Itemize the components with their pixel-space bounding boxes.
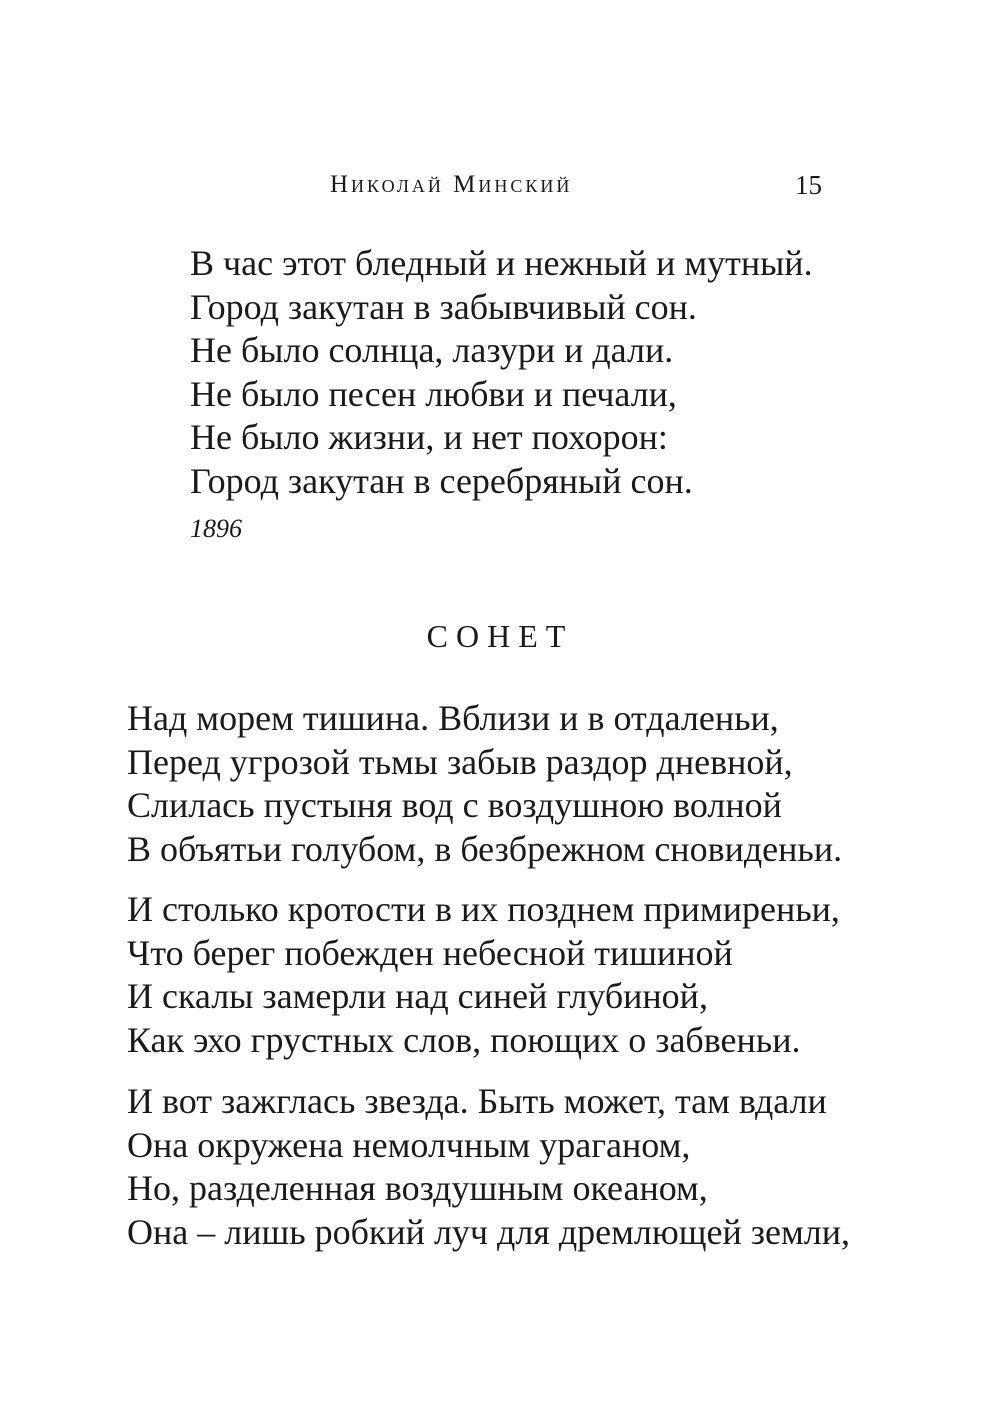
running-head-author: Николай Минский: [330, 171, 573, 198]
verse-line: Не было песен любви и печали,: [190, 373, 677, 414]
verse-line: Над морем тишина. Вблизи и в отдаленьи,: [127, 698, 779, 738]
verse-line: И скалы замерли над синей глубиной,: [127, 976, 708, 1016]
verse-line: Не было жизни, и нет похорон:: [190, 417, 668, 457]
verse-line: Не было солнца, лазури и дали.: [190, 330, 674, 370]
sonnet-stanza: [127, 1080, 850, 1254]
verse-line: И вот зажглась звезда. Быть может, там вдали: [127, 1081, 827, 1121]
verse-line: Город закутан в забывчивый сон.: [190, 286, 697, 327]
verse-line: Что берег побежден небесной тишиной: [127, 932, 733, 973]
previous-poem-stanza: [190, 242, 813, 503]
running-head: [0, 168, 1000, 202]
page-number: 15: [795, 170, 822, 200]
sonnet-stanza: [127, 697, 842, 871]
poem-date: 1896: [190, 514, 242, 543]
verse-line: Как эхо грустных слов, поющих о забвеньи.: [127, 1019, 801, 1060]
verse-line: Она окружена немолчным ураганом,: [127, 1124, 691, 1165]
verse-line: Но, разделенная воздушным океаном,: [127, 1168, 708, 1208]
verse-line: Город закутан в серебряный сон.: [190, 460, 693, 501]
verse-line: В объятьи голубом, в безбрежном сновиденьи.: [127, 828, 843, 869]
verse-line: В час этот бледный и нежный и мутный.: [190, 243, 813, 283]
verse-line: Слилась пустыня вод с воздушною волной: [127, 785, 782, 825]
verse-line: И столько кротости в их позднем примиреньи,: [127, 889, 840, 929]
sonnet-stanza: [127, 888, 840, 1062]
verse-line: Перед угрозой тьмы забыв раздор дневной,: [127, 741, 793, 782]
poem-title: СОНЕТ: [426, 618, 574, 654]
verse-line: Она – лишь робкий луч для дремлющей земли,: [127, 1211, 850, 1252]
